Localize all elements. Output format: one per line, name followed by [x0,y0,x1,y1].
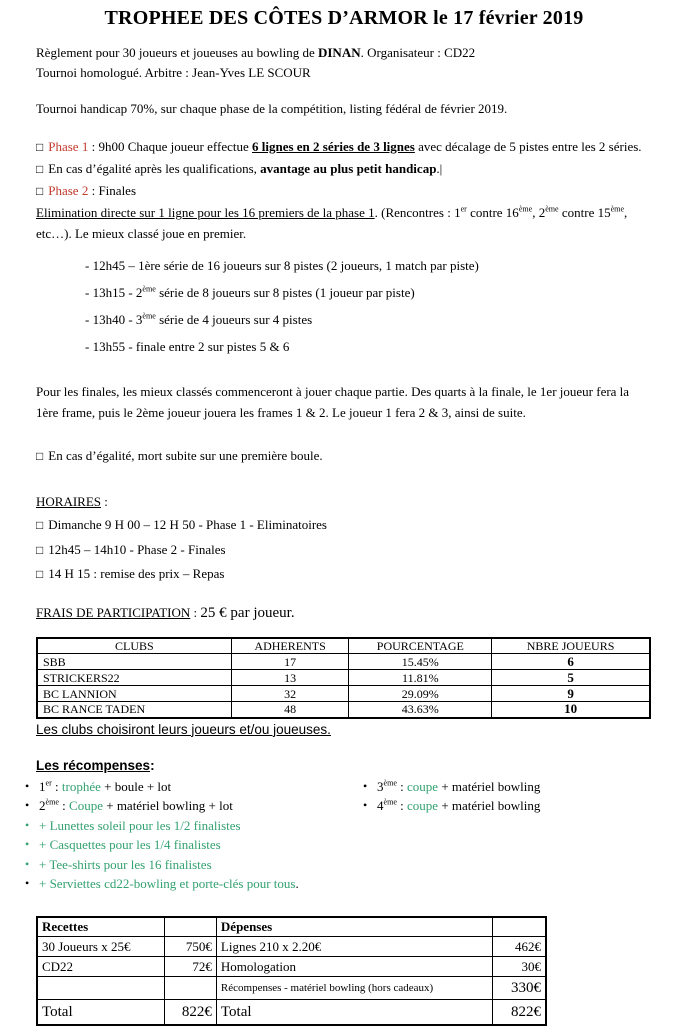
clubs-header-cell: POURCENTAGE [349,638,492,654]
frais-sep: : [190,604,201,620]
checkbox-icon: □ [36,140,44,154]
list-item [22,855,360,875]
frais-label: FRAIS DE PARTICIPATION [36,604,191,620]
table-row [37,957,546,977]
bullet-icon: • [363,798,368,812]
recompenses-lists [22,777,652,894]
elim-b: . (Rencontres : 1 [374,205,461,220]
phase1-text-c: avec décalage de 5 pistes entre les 2 séries. [414,139,642,154]
reward-rank: 2 [39,798,46,813]
horaires-text: 14 H 15 : remise des prix – Repas [48,566,225,581]
list-item [360,777,652,797]
clubs-note: Les clubs choisiront leurs joueurs et/ou joueuses. [36,721,331,737]
bullet-icon: • [363,778,368,793]
total-label-cell: Total [216,1000,492,1025]
elim-f: , etc…). Le mieux classé joue en premier. [36,205,628,241]
checkbox-icon: □ [36,567,44,581]
reward-extra: + matériel bowling [438,778,541,794]
text-cursor: | [439,161,443,176]
elimination-para [36,202,652,244]
reward-sep: : [396,798,408,813]
reward-extra: . [295,876,299,891]
clubs-header-cell: ADHERENTS [231,638,349,654]
schedule-text: - 12h45 – 1ère série de 16 joueurs sur 8 pistes (2 joueurs, 1 match par piste) [85,258,479,273]
intro-1a: Règlement pour 30 joueurs et joueuses au bowling de [36,45,318,60]
reward-rank-sup: er [45,778,52,788]
horaires-text: 12h45 – 14h10 - Phase 2 - Finales [48,541,226,557]
schedule-item [85,333,652,360]
frais-line [36,602,652,624]
amount-cell [165,917,217,937]
amount-cell: 750€ [165,937,217,957]
schedule-text: - 13h15 - 2 [85,285,143,300]
nbre-joueurs-cell: 6 [492,654,650,670]
nbre-joueurs-cell: 5 [492,670,650,686]
schedule-text: série de 4 joueurs sur 4 pistes [155,312,313,327]
checkbox-icon: □ [36,184,44,198]
schedule-item [85,252,652,279]
reward-text [39,835,221,855]
phase1-line [36,136,652,158]
depenses-label-cell: Homologation [216,957,492,977]
reward-rank: 1 [39,778,46,794]
table-row [37,977,546,1000]
reward-text [39,816,241,836]
frais-value: 25 € par joueur. [200,604,295,621]
recettes-header-cell: Recettes [37,917,165,937]
pourcentage-cell: 11.81% [349,670,492,686]
elimination-underlined: Elimination directe sur 1 ligne pour les 16 premiers de la phase 1 [36,205,375,220]
reward-rank: 4 [377,798,384,813]
list-item [22,874,360,894]
amount-cell: 30€ [492,957,546,977]
nbre-joueurs-cell: 10 [492,702,650,718]
horaires-section [36,491,652,587]
nbre-joueurs-cell: 9 [492,686,650,702]
checkbox-icon: □ [36,542,44,557]
elim-sup2: ème [518,204,533,214]
reward-text [39,855,212,875]
recettes-label-cell: CD22 [37,957,165,977]
list-item [22,777,360,797]
bullet-icon: • [25,837,30,851]
clubs-table [36,637,651,719]
bullet-icon: • [25,856,30,871]
elim-e: contre 15 [558,205,611,220]
schedule-item [85,306,652,333]
horaires-colon: : [101,494,108,509]
bullet-icon: • [25,798,30,812]
recompenses-heading [36,758,652,773]
phase1-text-a: : 9h00 Chaque joueur effectue [88,139,252,154]
total-label-cell: Total [37,1000,165,1025]
finales-paragraph: Pour les finales, les mieux classés commenceront à jouer chaque partie. Des quarts à la finale, le 1er joueur fera la 1ère frame, puis le 2ème joueur jouera les frames 1 & 2. Le joueur 1 fera 2 & 3, ainsi de suite. [36,384,630,420]
intro-line-1 [36,43,652,63]
reward-text [39,874,299,894]
horaires-text: Dimanche 9 H 00 – 12 H 50 - Phase 1 - Eliminatoires [48,517,327,532]
egalite-line [36,158,652,180]
egalite-bold: avantage au plus petit handicap [260,161,437,176]
amount-cell [165,977,217,1000]
schedule-sup: ème [142,284,156,294]
club-name-cell: BC LANNION [37,686,231,702]
elim-sup4: ème [610,204,625,214]
table-row [37,654,650,670]
reward-text [377,777,540,797]
horaires-heading-label: HORAIRES [36,494,102,509]
intro-1c: . Organisateur : CD22 [360,45,476,60]
club-name-cell: STRICKERS22 [37,670,231,686]
schedule-text: - 13h40 - 3 [85,312,143,327]
reward-extra: + matériel bowling [438,798,541,813]
reward-extra: + matériel bowling + lot [102,798,233,813]
depenses-label-cell: Récompenses - matériel bowling (hors cadeaux) [216,977,492,1000]
egalite-text-a: En cas d’égalité après les qualifications, [48,161,261,176]
reward-prize: + Tee-shirts pour les 16 finalistes [39,856,212,872]
clubs-header-row [37,638,650,654]
phase1-rule: 6 lignes en 2 séries de 3 lignes [252,139,415,154]
reward-text [39,796,233,816]
list-item [22,835,360,855]
pourcentage-cell: 29.09% [349,686,492,702]
recettes-label-cell: 30 Joueurs x 25€ [37,937,165,957]
amount-cell: 462€ [492,937,546,957]
intro-dinan: DINAN [317,45,361,60]
reward-sep: : [51,778,62,794]
schedule-item [85,279,652,306]
schedule-text: série de 8 joueurs sur 8 pistes (1 joueur par piste) [155,285,415,300]
horaires-item [36,538,652,563]
schedule-text: - 13h55 - finale entre 2 sur pistes 5 & 6 [85,339,290,354]
depenses-label-cell: Lignes 210 x 2.20€ [216,937,492,957]
reward-rank-sup: ème [383,797,397,807]
recompenses-heading-label: Les récompenses [36,757,151,773]
table-row [37,702,650,718]
reward-rank: 3 [377,778,384,794]
reward-sep: : [396,778,408,794]
reward-text [39,777,171,797]
recettes-label-cell [37,977,165,1000]
pourcentage-cell: 15.45% [349,654,492,670]
depenses-header-cell: Dépenses [216,917,492,937]
reward-extra: + boule + lot [100,778,172,794]
adherents-cell: 13 [231,670,349,686]
budget-header-row [37,917,546,937]
list-item [22,816,360,836]
horaires-item [36,562,652,587]
pourcentage-cell: 43.63% [349,702,492,718]
recompenses-left-column [22,777,360,894]
amount-cell [492,917,546,937]
reward-sep: : [58,798,70,813]
reward-prize: + Lunettes soleil pour les 1/2 finalistes [39,817,241,833]
reward-rank-sup: ème [45,797,59,807]
table-row [37,937,546,957]
clubs-header-cell: NBRE JOUEURS [492,638,650,654]
budget-table [36,916,547,1026]
bullet-icon: • [25,778,30,793]
bullet-icon: • [25,876,30,890]
elim-sup3: ème [545,204,559,214]
checkbox-icon: □ [36,162,44,176]
handicap-line: Tournoi handicap 70%, sur chaque phase de la compétition, listing fédéral de février 2019. [36,101,508,116]
elim-d: , 2 [532,205,546,220]
reward-prize: + Serviettes cd22-bowling et porte-clés pour tous [39,876,296,891]
egalite-period: . [436,161,440,176]
recompenses-colon: : [150,757,155,773]
page-title: TROPHEE DES CÔTES D’ARMOR le 17 février 2019 [104,7,584,29]
bullet-icon: • [25,817,30,832]
series-schedule [85,252,652,360]
club-name-cell: SBB [37,654,231,670]
reward-prize: coupe [407,778,439,794]
reward-rank-sup: ème [383,778,397,788]
checkbox-icon: □ [36,449,44,463]
list-item [360,796,652,816]
reward-prize: Coupe [69,798,103,813]
elim-c: contre 16 [466,205,519,220]
table-row [37,686,650,702]
total-amount-cell: 822€ [492,1000,546,1025]
budget-total-row [37,1000,546,1025]
adherents-cell: 17 [231,654,349,670]
club-name-cell: BC RANCE TADEN [37,702,231,718]
amount-cell: 330€ [492,977,546,1000]
reward-prize: trophée [61,778,101,794]
phase2-text: : Finales [88,183,137,198]
intro-line-2: Tournoi homologué. Arbitre : Jean-Yves LE SCOUR [36,65,311,80]
reward-prize: coupe [407,798,439,813]
total-amount-cell: 822€ [165,1000,217,1025]
horaires-item [36,513,652,538]
phase1-label: Phase 1 [48,139,89,154]
reward-prize: + Casquettes pour les 1/4 finalistes [39,837,221,852]
phase2-label: Phase 2 [48,183,89,198]
phase2-line [36,180,652,202]
table-row [37,670,650,686]
mort-subite-text: En cas d’égalité, mort subite sur une première boule. [48,448,323,463]
adherents-cell: 48 [231,702,349,718]
mort-subite-line [36,445,652,467]
clubs-header-cell: CLUBS [37,638,231,654]
phase-section [36,136,652,244]
recompenses-right-column [360,777,652,894]
elim-sup1: er [460,204,467,214]
amount-cell: 72€ [165,957,217,977]
checkbox-icon: □ [36,518,44,532]
list-item [22,796,360,816]
horaires-heading [36,491,652,513]
schedule-sup: ème [142,311,156,321]
reward-text [377,796,540,816]
adherents-cell: 32 [231,686,349,702]
